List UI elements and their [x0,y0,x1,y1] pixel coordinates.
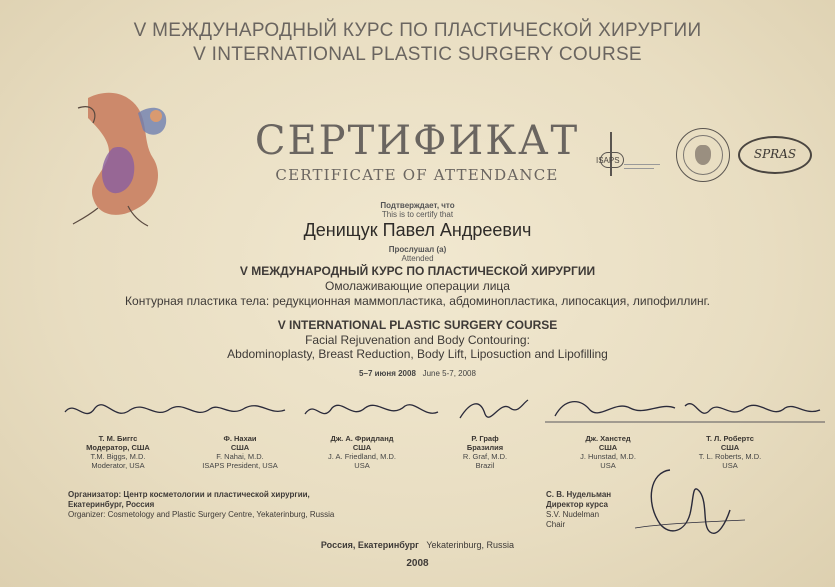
director-block [546,490,611,530]
course-en-line2: Abdominoplasty, Breast Reduction, Body Lift, Liposuction and Lipofilling [227,347,608,361]
course-dates [0,369,835,378]
certificate-subtitle: CERTIFICATE OF ATTENDANCE [275,166,559,184]
header-en: V INTERNATIONAL PLASTIC SURGERY COURSE [193,44,642,65]
signatory-graf: Р. Граф Бразилия R. Graf, M.D. Brazil [462,434,508,470]
course-ru-line1: Омолаживающие операции лица [325,279,510,293]
date-ru: 5–7 июня 2008 [359,369,416,378]
attended-ru: Прослушал (а) [388,245,447,254]
signatory-hunstad: Дж. Ханстед США J. Hunstad, M.D. USA [580,434,636,470]
signatory-nahai: Ф. Нахаи США F. Nahai, M.D. ISAPS President, USA [202,434,278,470]
organizer-ru-line2: Екатеринбург, Россия [68,500,155,509]
certify-ru: Подтверждает, что [380,201,455,210]
course-ru-title: V МЕЖДУНАРОДНЫЙ КУРС ПО ПЛАСТИЧЕСКОЙ ХИРУРГИИ [239,264,596,278]
recipient-name: Денищук Павел Андреевич [303,220,532,240]
footer-year: 2008 [406,558,429,569]
director-role-en: Chair [546,520,566,529]
header-ru: V МЕЖДУНАРОДНЫЙ КУРС ПО ПЛАСТИЧЕСКОЙ ХИРУРГИИ [133,20,702,41]
society-seal [676,128,730,182]
course-en-line1: Facial Rejuvenation and Body Contouring: [305,333,530,347]
certify-en: This is to certify that [381,210,454,219]
isaps-logo: ISAPS [596,132,666,178]
course-en-title: V INTERNATIONAL PLASTIC SURGERY COURSE [277,318,558,332]
attended-en: Attended [401,254,434,263]
organizer-en: Organizer: Cosmetology and Plastic Surgery Centre, Yekaterinburg, Russia [68,510,335,519]
signatory-biggs: Т. М. Биггс Модератор, США T.M. Biggs, M.D. Moderator, USA [86,434,150,470]
director-name-ru: С. В. Нудельман [546,490,612,499]
course-ru-line2: Контурная пластика тела: редукционная маммопластика, абдоминопластика, липосакция, липофиллинг. [125,294,710,308]
spras-logo: SPRAS [738,136,812,174]
director-signature [630,462,750,540]
footer-place-ru: Россия, Екатеринбург [320,540,419,550]
signatory-roberts: Т. Л. Робертс США T. L. Roberts, M.D. USA [698,434,762,470]
footer-place [0,540,835,550]
certificate-title: СЕРТИФИКАТ [254,118,580,164]
date-en: June 5-7, 2008 [422,369,476,378]
signatures-row [60,394,830,430]
footer-place-en: Yekaterinburg, Russia [426,540,515,550]
director-role-ru: Директор курса [546,500,608,509]
signatory-friedland: Дж. А. Фридланд США J. A. Friedland, M.D. USA [328,434,396,470]
organizer-ru-line1: Организатор: Центр косметологии и пластической хирургии, [68,490,310,499]
organizer-block [68,490,334,520]
director-name-en: S.V. Nudelman [546,510,600,519]
